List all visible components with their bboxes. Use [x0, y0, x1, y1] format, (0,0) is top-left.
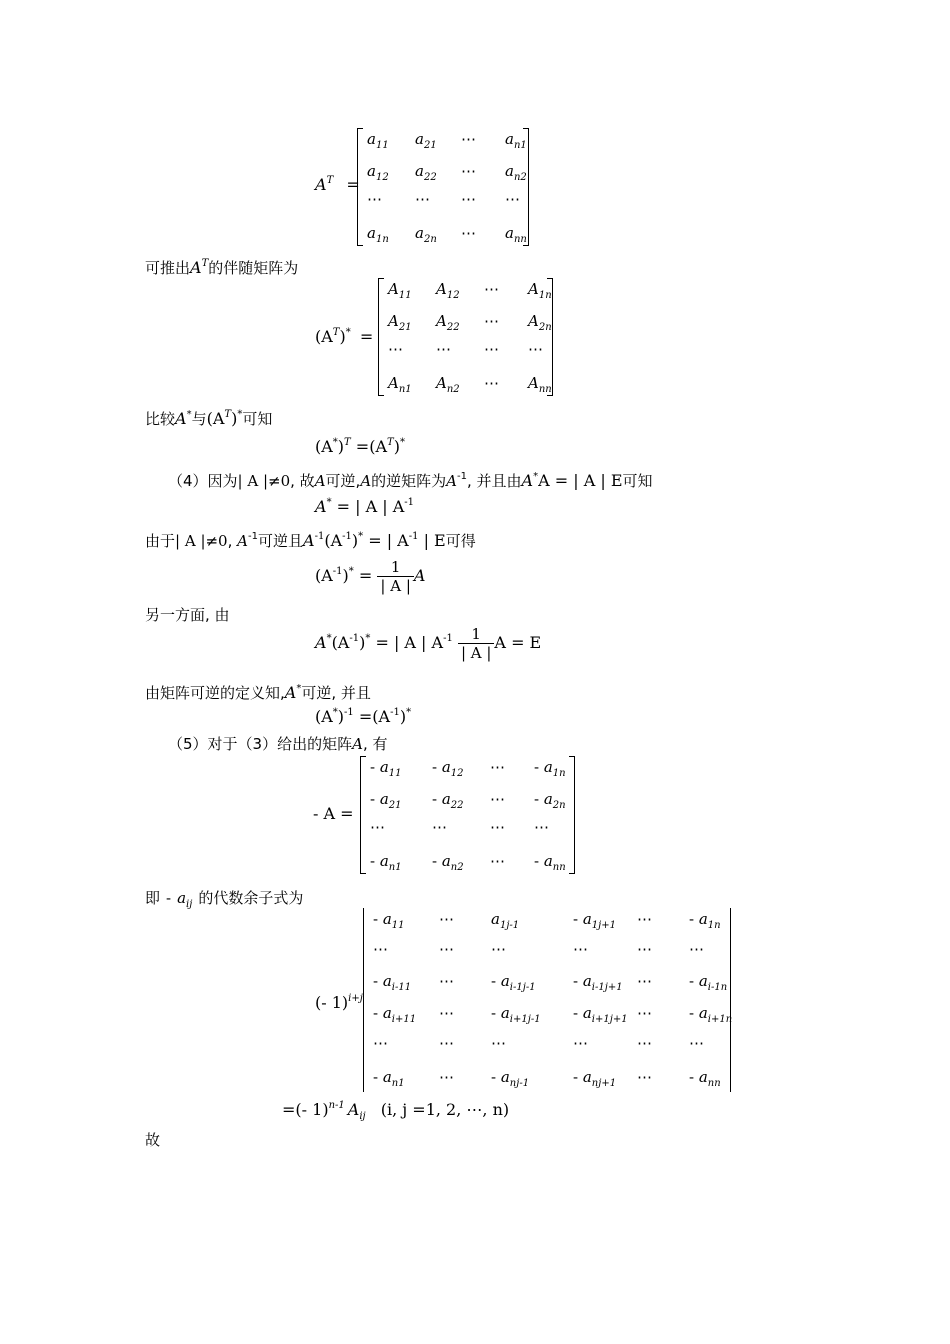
- matrix-entry-subscript: 1j-1: [499, 920, 520, 931]
- matrix-entry: ⋯: [573, 940, 588, 958]
- matrix-entry: ⋯: [573, 1034, 588, 1052]
- matrix-entry-subscript: n2: [513, 172, 527, 183]
- eq-adjugate-formula: A* = | A | $A^{-1}$: [315, 497, 415, 516]
- matrix-entry-subscript: 2n: [423, 234, 437, 245]
- matrix-entry: ⋯: [439, 1004, 454, 1022]
- matrix-entry-subscript: 22: [446, 322, 460, 333]
- matrix-entry: ⋯: [528, 340, 543, 358]
- matrix-entry-subscript: 1n: [538, 290, 552, 301]
- matrix-entry-subscript: n1: [391, 1078, 405, 1089]
- matrix-entry: $a_{12}$: [367, 162, 389, 183]
- matrix-entry: - $a_{12}$: [432, 758, 464, 779]
- eq-inverse-adjugate: $(A^{-1})^*$ = $\frac{1}{| A |}$ A: [315, 558, 426, 595]
- matrix-entry: ⋯: [439, 1068, 454, 1086]
- matrix-entry: $A_{1n}$: [528, 280, 552, 301]
- matrix-entry: $a_{n2}$: [505, 162, 527, 183]
- text-line-4: （4）因为| A |≠0, 故A可逆,A的逆矩阵为$A^{-1}$, 并且由A*A = | A | E可知: [168, 471, 653, 490]
- matrix-entry: - $a_{i+1j+1}$: [573, 1004, 628, 1025]
- matrix-entry-subscript: 21: [398, 322, 412, 333]
- matrix-entry: ⋯: [505, 190, 520, 208]
- matrix-entry: $A_{12}$: [436, 280, 460, 301]
- matrix-entry-subscript: n1: [398, 384, 412, 395]
- matrix-entry: ⋯: [439, 910, 454, 928]
- matrix-entry: ⋯: [490, 758, 505, 776]
- matrix-entry: ⋯: [461, 190, 476, 208]
- matrix-a-transpose: [357, 128, 529, 246]
- matrix-entry-subscript: i-11: [391, 982, 412, 993]
- matrix-entry-subscript: nj-1: [509, 1078, 530, 1089]
- matrix-entry: - $a_{i+1j-1}$: [491, 1004, 541, 1025]
- matrix-entry: ⋯: [637, 1034, 652, 1052]
- matrix-entry: $A_{n2}$: [436, 374, 460, 395]
- matrix-entry: ⋯: [484, 340, 499, 358]
- matrix-entry: ⋯: [637, 1004, 652, 1022]
- matrix-entry-subscript: 11: [398, 290, 412, 301]
- matrix-entry: - $a_{1n}$: [534, 758, 566, 779]
- eq-transpose-of-adjugate: $(A^*)^T =(A^T)^*$: [315, 437, 405, 456]
- matrix-entry: ⋯: [484, 374, 499, 392]
- matrix-entry: $A_{11}$: [388, 280, 412, 301]
- matrix-entry: $A_{21}$: [388, 312, 412, 333]
- text-line-8: 另一方面, 由: [145, 606, 230, 624]
- matrix-negative-a: [360, 756, 575, 874]
- text-line-10: 由矩阵可逆的定义知,A*可逆, 并且: [145, 683, 371, 702]
- matrix-entry: ⋯: [439, 940, 454, 958]
- matrix-entry-subscript: 12: [450, 768, 464, 779]
- matrix-entry: ⋯: [490, 852, 505, 870]
- matrix-entry: - $a_{1n}$: [689, 910, 721, 931]
- matrix-entry-subscript: i+1n: [707, 1014, 733, 1025]
- matrix-entry-subscript: i+1j+1: [591, 1014, 628, 1025]
- matrix-adjugate-transpose: [378, 278, 553, 396]
- eq-at-lhs: $A^T$ =: [315, 175, 360, 194]
- matrix-entry: - $a_{11}$: [370, 758, 402, 779]
- eq-cofactor-lhs: (- 1)$^{i+j}$: [315, 993, 363, 1012]
- matrix-entry-subscript: 11: [375, 140, 389, 151]
- matrix-entry: - $a_{i-1j-1}$: [491, 972, 536, 993]
- matrix-entry: - $a_{i-1n}$: [689, 972, 728, 993]
- matrix-entry: ⋯: [490, 790, 505, 808]
- matrix-entry: ⋯: [373, 1034, 388, 1052]
- matrix-entry: - $a_{i+1n}$: [689, 1004, 733, 1025]
- matrix-entry: ⋯: [461, 162, 476, 180]
- text-line-6: 由于| A |≠0, $A^{-1}$可逆且$A^{-1}(A^{-1})^*$ = | $A^{-1}$ | E可得: [145, 531, 476, 550]
- matrix-entry-subscript: nn: [552, 862, 566, 873]
- eq-at-star-lhs: $(A^T)^*$ =: [315, 327, 374, 346]
- matrix-entry-subscript: n1: [388, 862, 402, 873]
- matrix-entry: ⋯: [637, 910, 652, 928]
- matrix-entry: $a_{1n}$: [367, 224, 389, 245]
- matrix-entry-subscript: i+11: [391, 1014, 417, 1025]
- matrix-entry: ⋯: [689, 1034, 704, 1052]
- matrix-entry: $A_{nn}$: [528, 374, 552, 395]
- matrix-entry-subscript: nn: [513, 234, 527, 245]
- matrix-entry: ⋯: [490, 818, 505, 836]
- matrix-entry-subscript: 1n: [552, 768, 566, 779]
- matrix-entry: ⋯: [689, 940, 704, 958]
- matrix-entry: $a_{1j-1}$: [491, 910, 520, 931]
- matrix-entry-subscript: 21: [388, 800, 402, 811]
- text-line-2: 比较A*与$(A^T)^*$可知: [145, 409, 273, 428]
- matrix-entry: $A_{n1}$: [388, 374, 412, 395]
- matrix-entry: ⋯: [491, 940, 506, 958]
- matrix-entry-subscript: 21: [423, 140, 437, 151]
- matrix-entry-subscript: nj+1: [591, 1078, 617, 1089]
- matrix-entry: - $a_{22}$: [432, 790, 464, 811]
- matrix-entry-subscript: n1: [513, 140, 527, 151]
- matrix-entry: $A_{22}$: [436, 312, 460, 333]
- matrix-entry: - $a_{2n}$: [534, 790, 566, 811]
- cofactor-determinant: [363, 908, 731, 1092]
- matrix-entry-subscript: i+1j-1: [509, 1014, 541, 1025]
- matrix-entry: - $a_{nn}$: [689, 1068, 721, 1089]
- matrix-entry: ⋯: [370, 818, 385, 836]
- matrix-entry: ⋯: [415, 190, 430, 208]
- matrix-entry: ⋯: [432, 818, 447, 836]
- matrix-entry: $a_{2n}$: [415, 224, 437, 245]
- matrix-entry: $a_{21}$: [415, 130, 437, 151]
- matrix-entry: $A_{2n}$: [528, 312, 552, 333]
- matrix-entry-subscript: 2n: [538, 322, 552, 333]
- matrix-entry: ⋯: [367, 190, 382, 208]
- matrix-entry: - $a_{i+11}$: [373, 1004, 417, 1025]
- matrix-entry-subscript: 1n: [375, 234, 389, 245]
- matrix-entry: ⋯: [439, 1034, 454, 1052]
- matrix-entry: ⋯: [461, 130, 476, 148]
- matrix-entry: - $a_{21}$: [370, 790, 402, 811]
- matrix-entry: - $a_{nj-1}$: [491, 1068, 530, 1089]
- eq-product-identity: $A^*(A^{-1})^*$ = | A | $A^{-1}$ $\frac{1}{| A |}$ A = E: [315, 625, 542, 662]
- matrix-entry: ⋯: [388, 340, 403, 358]
- matrix-entry-subscript: 1n: [707, 920, 721, 931]
- eq-adjugate-inverse: $(A^*)^{-1} =(A^{-1})^*$: [315, 707, 412, 726]
- matrix-entry-subscript: 12: [446, 290, 460, 301]
- text-line-13: 即 - $a_{ij}$ 的代数余子式为: [145, 889, 304, 910]
- matrix-entry-subscript: i-1j-1: [509, 982, 536, 993]
- matrix-entry-subscript: n2: [450, 862, 464, 873]
- matrix-entry: ⋯: [637, 1068, 652, 1086]
- matrix-entry-subscript: 22: [450, 800, 464, 811]
- matrix-entry: ⋯: [637, 972, 652, 990]
- matrix-entry: ⋯: [484, 312, 499, 330]
- text-line-1: 可推出$A^T$的伴随矩阵为: [145, 258, 299, 277]
- eq-cofactor-result: =(- 1)$^{n-1}$ $A_{ij}$ (i, j =1, 2, ⋯, n): [282, 1100, 510, 1122]
- matrix-entry: - $a_{i-1j+1}$: [573, 972, 623, 993]
- text-line-12: （5）对于（3）给出的矩阵A, 有: [168, 735, 388, 753]
- matrix-entry: - $a_{n2}$: [432, 852, 464, 873]
- matrix-entry: ⋯: [491, 1034, 506, 1052]
- matrix-entry: $a_{22}$: [415, 162, 437, 183]
- matrix-entry: $a_{n1}$: [505, 130, 527, 151]
- matrix-entry-subscript: nn: [707, 1078, 721, 1089]
- matrix-entry-subscript: i-1j+1: [591, 982, 623, 993]
- matrix-entry: $a_{nn}$: [505, 224, 527, 245]
- matrix-entry: ⋯: [484, 280, 499, 298]
- matrix-entry: ⋯: [439, 972, 454, 990]
- matrix-entry: - $a_{i-11}$: [373, 972, 412, 993]
- matrix-entry: - $a_{nn}$: [534, 852, 566, 873]
- matrix-entry: ⋯: [373, 940, 388, 958]
- matrix-entry: ⋯: [534, 818, 549, 836]
- matrix-entry-subscript: 1j+1: [591, 920, 617, 931]
- matrix-entry: ⋯: [436, 340, 451, 358]
- matrix-entry-subscript: 12: [375, 172, 389, 183]
- matrix-entry: ⋯: [637, 940, 652, 958]
- matrix-entry-subscript: n2: [446, 384, 460, 395]
- matrix-entry: $a_{11}$: [367, 130, 389, 151]
- matrix-entry: - $a_{n1}$: [370, 852, 402, 873]
- text-line-14: 故: [145, 1131, 161, 1149]
- matrix-entry-subscript: 11: [391, 920, 405, 931]
- matrix-entry: - $a_{1j+1}$: [573, 910, 617, 931]
- matrix-entry-subscript: 2n: [552, 800, 566, 811]
- matrix-entry-subscript: 22: [423, 172, 437, 183]
- matrix-entry-subscript: i-1n: [707, 982, 728, 993]
- matrix-entry: - $a_{nj+1}$: [573, 1068, 617, 1089]
- matrix-entry: - $a_{n1}$: [373, 1068, 405, 1089]
- eq-neg-a-lhs: - A =: [313, 804, 354, 823]
- matrix-entry: - $a_{11}$: [373, 910, 405, 931]
- matrix-entry-subscript: 11: [388, 768, 402, 779]
- matrix-entry: ⋯: [461, 224, 476, 242]
- matrix-entry-subscript: nn: [538, 384, 552, 395]
